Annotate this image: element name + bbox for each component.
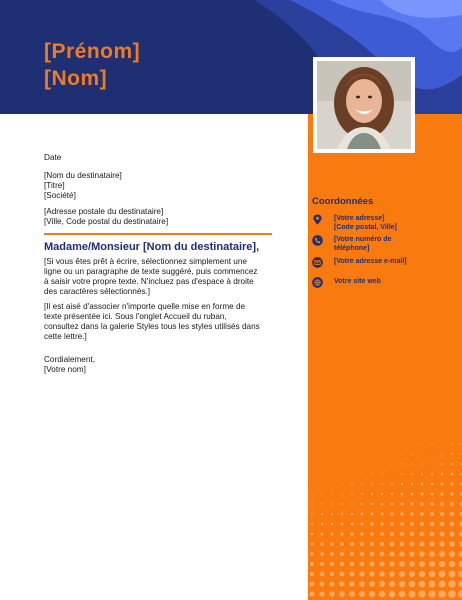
location-pin-icon [312,214,323,225]
halftone-dot [340,532,343,535]
halftone-dot [409,591,416,598]
halftone-dot [421,493,424,496]
halftone-dot [420,512,424,516]
contact-website [312,277,452,301]
halftone-dot [361,513,364,516]
halftone-dot [449,531,454,536]
halftone-dot [429,541,434,546]
halftone-dot [449,551,455,557]
halftone-dot [379,561,384,566]
halftone-dot [351,493,353,495]
halftone-dot [409,551,414,556]
halftone-dot [448,580,455,587]
halftone-dot [439,551,445,557]
recipient-company: [Société] [44,191,76,200]
halftone-dot [369,571,374,576]
halftone-dot [320,572,324,576]
halftone-dot [380,522,383,525]
halftone-dot [449,541,455,547]
halftone-dot [320,542,323,545]
halftone-dot [319,591,324,596]
halftone-dot [372,464,373,465]
halftone-dot [411,483,413,485]
halftone-dot [439,571,446,578]
halftone-dot [389,561,394,566]
halftone-dot [458,570,462,577]
halftone-dot [411,453,412,454]
halftone-dot [310,572,314,576]
contact-phone-line-2: téléphone] [334,245,370,252]
halftone-dot [429,551,435,557]
contact-section-title: Coordonnées [312,196,374,207]
halftone-dot [390,542,394,546]
halftone-dot [441,463,443,465]
halftone-dot [421,463,423,465]
halftone-dot [361,503,363,505]
email-icon [312,257,323,268]
halftone-dot [431,453,432,454]
closing-phrase: Cordialement, [44,355,95,364]
halftone-dot [389,591,396,598]
halftone-dot [311,543,314,546]
halftone-dot [331,513,333,515]
halftone-dot [350,572,355,577]
halftone-dot [418,590,425,597]
halftone-dot [340,572,345,577]
halftone-dot [369,591,375,597]
contact-address-line-1: [Votre adresse] [334,215,385,222]
halftone-dot [430,492,433,495]
halftone-dot [349,591,355,597]
halftone-dot [382,464,383,465]
halftone-dot [369,581,375,587]
halftone-dot [379,591,385,597]
halftone-dot [330,572,335,577]
halftone-dot [371,473,372,474]
halftone-dot [451,463,453,465]
halftone-dot [411,473,413,475]
halftone-dot [371,493,373,495]
paragraph-2 [44,302,260,342]
halftone-dot [428,590,435,597]
halftone-dot [329,581,334,586]
halftone-dot [380,532,384,536]
profile-photo-frame [313,57,415,153]
halftone-dot [341,513,343,515]
halftone-dot [362,474,363,475]
halftone-dot [409,571,415,577]
halftone-dot [351,503,353,505]
halftone-dot [438,590,445,597]
halftone-dot [439,561,445,567]
halftone-dot [360,522,363,525]
contact-email-line-1: [Votre adresse e-mail] [334,258,407,265]
halftone-dot [320,562,324,566]
halftone-dot [359,581,365,587]
first-name: [Prénom] [44,40,141,63]
halftone-dot [400,522,404,526]
halftone-dot [350,532,353,535]
halftone-dot [390,512,393,515]
halftone-dot [441,473,443,475]
halftone-dot [421,453,422,454]
halftone-dot [401,503,404,506]
halftone-dot [431,473,433,475]
halftone-dot [399,591,406,598]
halftone-dot [419,571,425,577]
halftone-dot [421,483,424,486]
halftone-dot [349,581,354,586]
halftone-dot [401,493,404,496]
halftone-dot [311,533,314,536]
paragraph-2-line: consultez dans la galerie Styles tous les styles utilisés dans [44,322,260,331]
halftone-dot [429,561,435,567]
halftone-dot [419,581,426,588]
halftone-dot [351,483,352,484]
halftone-dot [419,541,424,546]
halftone-dot [330,562,334,566]
paragraph-1-line: à saisir votre propre texte. N'incluez pas d'espace à droite [44,277,254,286]
halftone-dot [390,522,394,526]
contact-sidebar [308,114,462,600]
halftone-dot [391,463,392,464]
halftone-dot [451,473,454,476]
halftone-dot [329,591,334,596]
paragraph-2-line: texte présentée ici. Sous l'onglet Accueil du ruban, [44,312,227,321]
halftone-dot [440,502,444,506]
halftone-dot [448,590,456,598]
halftone-dot [391,493,393,495]
halftone-dot [371,513,374,516]
halftone-dot [450,492,453,495]
halftone-dot [390,552,395,557]
halftone-dot [440,492,443,495]
halftone-dot [370,542,374,546]
recipient-name: [Nom du destinataire] [44,171,122,180]
halftone-dots-decoration [308,440,462,600]
halftone-dot [410,502,413,505]
closing-block [44,355,95,375]
halftone-dot [401,463,402,464]
halftone-dot [439,541,444,546]
halftone-dot [451,443,452,444]
halftone-dot [370,562,375,567]
signature-name: [Votre nom] [44,365,86,374]
paragraph-1-line: des caractères sélectionnés.] [44,287,151,296]
halftone-dot [330,542,333,545]
salutation-divider [44,233,272,235]
halftone-dot [341,483,342,484]
halftone-dot [341,503,343,505]
halftone-dot [359,591,365,597]
halftone-dot [450,522,455,527]
halftone-dot [458,590,462,598]
halftone-dot [450,482,453,485]
last-name: [Nom] [44,67,108,90]
halftone-dot [381,493,383,495]
halftone-dot [341,523,344,526]
contact-phone [312,235,452,259]
halftone-dot [458,580,462,587]
letter-date: Date [44,153,62,162]
halftone-dot [451,453,453,455]
halftone-dot [410,532,414,536]
contact-phone-line-1: [Votre numéro de [334,236,392,243]
website-icon [312,277,323,288]
halftone-dot [441,443,442,444]
halftone-dot [409,561,415,567]
halftone-dot [350,552,354,556]
halftone-dot [360,542,364,546]
halftone-dot [430,532,435,537]
halftone-dot [340,562,344,566]
halftone-dot [321,503,323,505]
halftone-dot [410,512,414,516]
halftone-dot [371,503,373,505]
halftone-dot [401,473,403,475]
halftone-dot [430,502,434,506]
halftone-dot [430,512,434,516]
halftone-dot [441,483,444,486]
halftone-dot [320,582,325,587]
halftone-dot [360,562,365,567]
halftone-dot [402,454,403,455]
halftone-dot [370,552,375,557]
halftone-dot [350,542,354,546]
halftone-dot [429,581,436,588]
halftone-dot [332,484,333,485]
halftone-dot [380,552,385,557]
halftone-dot [422,444,423,445]
halftone-dot [321,513,323,515]
halftone-dot [420,522,424,526]
paragraph-1-line: ligne ou un paragraphe de texte suggéré, puis commencez [44,267,258,276]
halftone-dot [440,512,444,516]
halftone-dot [380,512,383,515]
halftone-dot [351,523,354,526]
halftone-dot [411,493,414,496]
halftone-dot [359,571,364,576]
halftone-dot [380,542,384,546]
halftone-dot [310,552,313,555]
halftone-dot [360,552,364,556]
halftone-dot [391,483,393,485]
halftone-dot [379,571,385,577]
halftone-dot [370,522,373,525]
halftone-dot [331,493,332,494]
halftone-dot [381,503,384,506]
halftone-dot [371,483,373,485]
halftone-dot [331,503,333,505]
halftone-dot [341,493,342,494]
halftone-dot [379,581,385,587]
halftone-dot [310,562,314,566]
halftone-dot [389,571,395,577]
halftone-dot [450,502,454,506]
halftone-dot [441,453,443,455]
paragraph-1-line: [Si vous êtes prêt à écrire, sélectionnez simplement une [44,257,247,266]
halftone-dot [350,562,355,567]
halftone-dot [449,561,455,567]
halftone-dot [420,532,425,537]
paragraph-2-line: [Il est aisé d'associer n'importe quelle mise en forme de [44,302,246,311]
halftone-dot [440,532,445,537]
halftone-dot [321,523,323,525]
contact-website-line-1: Votre site web [334,278,381,285]
halftone-dot [391,503,394,506]
halftone-dot [311,513,313,515]
halftone-dot [331,533,334,536]
halftone-dot [360,532,364,536]
profile-photo [317,61,411,149]
halftone-dot [419,561,425,567]
halftone-dot [340,552,344,556]
halftone-dot [340,542,344,546]
halftone-dot [432,444,433,445]
halftone-dot [431,463,433,465]
salutation: Madame/Monsieur [Nom du destinataire], [44,241,260,253]
halftone-dot [399,581,405,587]
halftone-dot [310,582,315,587]
halftone-dot [330,552,334,556]
recipient-city: [Ville, Code postal du destinataire] [44,217,169,226]
halftone-dot [311,523,313,525]
halftone-dot [449,571,456,578]
recipient-block [44,171,122,201]
halftone-dot [389,581,395,587]
halftone-dot [321,533,324,536]
halftone-dot [420,502,423,505]
halftone-dot [339,581,344,586]
halftone-dot [411,463,412,464]
halftone-dot [352,474,353,475]
halftone-dot [381,473,382,474]
halftone-dot [399,551,404,556]
halftone-dot [431,483,434,486]
halftone-dot [311,503,312,504]
halftone-dot [331,523,334,526]
halftone-dot [400,512,403,515]
halftone-dot [450,512,454,516]
halftone-dot [309,591,314,596]
halftone-dot [429,571,435,577]
halftone-dot [361,483,362,484]
halftone-dot [399,571,405,577]
halftone-dot [320,552,324,556]
recipient-street: [Adresse postale du destinataire] [44,207,164,216]
halftone-dot [321,493,322,494]
halftone-dot [401,483,403,485]
contact-address-line-2: [Code postal, Ville] [334,224,397,231]
phone-icon [312,235,323,246]
halftone-dot [399,561,405,567]
recipient-address-block [44,207,168,227]
halftone-dot [339,591,345,597]
halftone-dot [419,551,424,556]
halftone-dot [400,542,405,547]
halftone-dot [430,522,434,526]
paragraph-2-line: cette lettre.] [44,332,87,341]
halftone-dot [421,473,423,475]
recipient-title: [Titre] [44,181,65,190]
halftone-dot [391,473,393,475]
halftone-dot [390,532,394,536]
paragraph-1 [44,257,257,297]
halftone-dot [312,494,313,495]
halftone-dot [370,532,374,536]
halftone-dot [400,532,404,536]
halftone-dot [351,513,353,515]
halftone-dot [440,522,445,527]
halftone-dot [381,483,383,485]
halftone-dot [410,522,414,526]
halftone-dot [410,542,415,547]
halftone-dot [438,580,445,587]
halftone-dot [409,581,416,588]
halftone-dot [361,493,363,495]
